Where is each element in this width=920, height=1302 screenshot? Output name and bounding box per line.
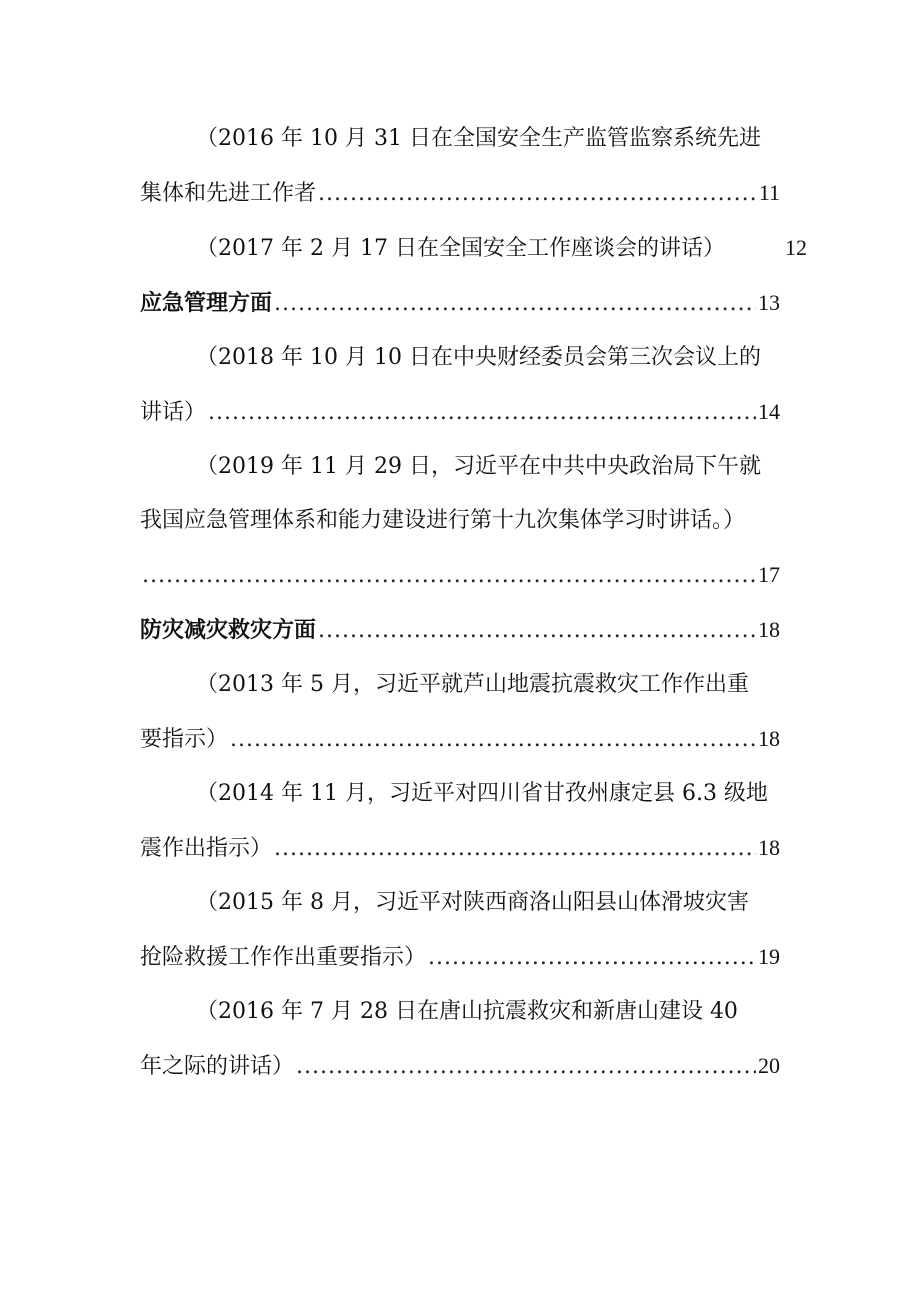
toc-entry-title-line2: 要指示） — [140, 727, 229, 752]
toc-entry-title-line1: （2019 年 11 月 29 日，习近平在中共中央政治局下午就 — [196, 454, 761, 479]
toc-section-entry[interactable] — [140, 276, 780, 331]
toc-entry-title-line1: （2016 年 10 月 31 日在全国安全生产监管监察系统先进 — [196, 126, 761, 151]
toc-entry[interactable] — [140, 440, 780, 603]
toc-page-number: 14 — [758, 399, 780, 424]
dot-leader — [274, 822, 756, 876]
toc-section-title: 防灾减灾救灾方面 — [140, 618, 317, 643]
toc-entry-title-line1: （2015 年 8 月，习近平对陕西商洛山阳县山体滑坡灾害 — [196, 890, 749, 915]
dot-leader — [318, 604, 756, 658]
table-of-contents — [140, 112, 807, 1094]
toc-entry-title: （2017 年 2 月 17 日在全国安全工作座谈会的讲话） — [196, 236, 725, 261]
toc-entry[interactable] — [140, 876, 780, 985]
dot-leader — [274, 277, 756, 331]
dot-leader — [296, 1040, 756, 1094]
toc-entry-title-line2: 集体和先进工作者 — [140, 181, 317, 206]
toc-page-number: 18 — [758, 835, 780, 860]
toc-entry-title-line1: （2014 年 11 月，习近平对四川省甘孜州康定县 6.3 级地 — [196, 781, 768, 806]
dot-leader — [318, 167, 757, 221]
dot-leader — [208, 386, 756, 440]
toc-page-number: 11 — [758, 180, 780, 205]
toc-entry-title-line2: 讲话） — [140, 400, 207, 425]
toc-section-title: 应急管理方面 — [140, 291, 273, 316]
toc-entry[interactable] — [140, 767, 780, 876]
toc-entry[interactable] — [140, 658, 780, 767]
dot-leader — [230, 713, 756, 767]
toc-page-number: 20 — [758, 1053, 780, 1078]
toc-entry-title-line1: （2018 年 10 月 10 日在中央财经委员会第三次会议上的 — [196, 345, 761, 370]
toc-page-number: 13 — [758, 290, 780, 315]
toc-entry-title-line2: 抢险救援工作作出重要指示） — [140, 945, 427, 970]
toc-entry[interactable] — [140, 331, 780, 440]
dot-leader — [142, 549, 756, 603]
toc-entry[interactable] — [140, 985, 780, 1094]
dot-leader — [428, 931, 756, 985]
toc-page-number: 17 — [758, 562, 780, 587]
toc-entry-title-line2: 我国应急管理体系和能力建设进行第十九次集体学习时讲话。） — [140, 508, 746, 533]
toc-entry-title-line2: 年之际的讲话） — [140, 1054, 295, 1079]
toc-entry[interactable] — [140, 221, 807, 276]
toc-page-number: 18 — [758, 617, 780, 642]
toc-page-number: 19 — [758, 944, 780, 969]
toc-page-number: 18 — [758, 726, 780, 751]
toc-entry-title-line1: （2016 年 7 月 28 日在唐山抗震救灾和新唐山建设 40 — [196, 999, 738, 1024]
toc-section-entry[interactable] — [140, 603, 780, 658]
toc-entry[interactable] — [140, 112, 780, 221]
toc-entry-title-line2: 震作出指示） — [140, 836, 273, 861]
toc-page-number: 12 — [784, 235, 807, 260]
toc-entry-title-line1: （2013 年 5 月，习近平就芦山地震抗震救灾工作作出重 — [196, 672, 749, 697]
